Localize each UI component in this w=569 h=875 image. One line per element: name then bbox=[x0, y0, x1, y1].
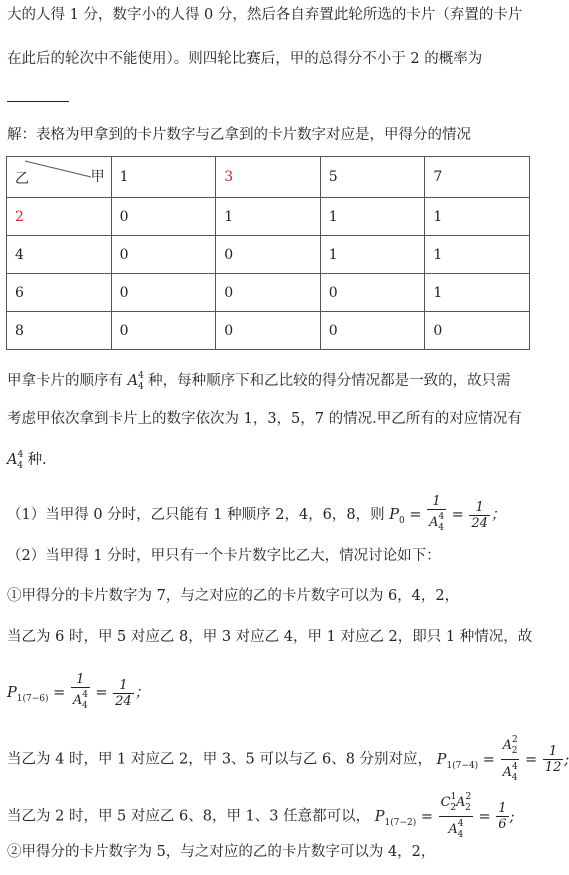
table-cell: 1 bbox=[425, 274, 530, 312]
table-cell: 0 bbox=[111, 312, 216, 350]
table-cell: 1 bbox=[425, 236, 530, 274]
case-1-text: （1）当甲得 0 分时，乙只能有 1 种顺序 2，4，6，8，则 bbox=[7, 507, 385, 523]
para-text: 甲拿卡片的顺序有 bbox=[7, 373, 123, 389]
perm-a44: $A^4_4$ bbox=[7, 450, 24, 471]
table-cell: 0 bbox=[216, 274, 321, 312]
table-row bbox=[7, 198, 530, 236]
table-cell: 1 bbox=[425, 198, 530, 236]
table-cell: 0 bbox=[216, 312, 321, 350]
para-line-1 bbox=[7, 366, 511, 397]
corner-label-jia: 甲 bbox=[90, 169, 105, 185]
formula-p0: $P_0$ = $\frac{1}{A^4_4}$ = $\frac{1}{24}$ ； bbox=[389, 494, 506, 533]
score-table bbox=[6, 156, 530, 350]
formula-p-7-6: $P_{1(7-6)}$ = $\frac{1}{A^4_4}$ = $\frac{1}{24}$ ； bbox=[7, 672, 150, 711]
table-row bbox=[7, 236, 530, 274]
para-text: 种. bbox=[27, 452, 47, 468]
formula-p-7-4: $P_{1(7-4)}$ = $\frac{A^2_2}{A^4_4}$ = $\frac{1}{12}$ ; bbox=[436, 735, 569, 783]
table-cell: 0 bbox=[216, 236, 321, 274]
col-header: 7 bbox=[425, 157, 530, 198]
formula-p-7-2: $P_{1(7-2)}$ = $\frac{C^1_2A^2_2}{A^4_4}$ = $\frac{1}{6}$ ; bbox=[374, 792, 515, 840]
when-2 bbox=[7, 790, 514, 843]
sub-case-2: ②甲得分的卡片数字为 5，与之对应的乙的卡片数字可以为 4，2， bbox=[7, 844, 436, 860]
solution-intro: 解：表格为甲拿到的卡片数字与乙拿到的卡片数字对应是，甲得分的情况 bbox=[7, 127, 471, 143]
perm-a44: $A^4_4$ bbox=[127, 371, 144, 392]
when-4 bbox=[7, 733, 569, 786]
table-cell: 0 bbox=[111, 198, 216, 236]
row-label: 4 bbox=[7, 236, 112, 274]
para-line-3 bbox=[7, 445, 47, 476]
para-line-2: 考虑甲依次拿到卡片上的数字依次为 1，3，5，7 的情况.甲乙所有的对应情况有 bbox=[7, 411, 522, 427]
table-cell: 1 bbox=[216, 198, 321, 236]
para-text: 种，每种顺序下和乙比较的得分情况都是一致的，故只需 bbox=[148, 373, 511, 389]
answer-blank bbox=[7, 101, 69, 102]
when-6: 当乙为 6 时，甲 5 对应乙 8，甲 3 对应乙 4，甲 1 对应乙 2，即只 1 种情况，故 bbox=[7, 629, 533, 645]
col-header-highlight: 3 bbox=[216, 157, 321, 198]
sub-case-1: ①甲得分的卡片数字为 7，与之对应的乙的卡片数字可以为 6，4，2， bbox=[7, 588, 460, 604]
table-row bbox=[7, 274, 530, 312]
case-1 bbox=[7, 494, 505, 536]
intro-line-1: 大的人得 1 分，数字小的人得 0 分，然后各自弃置此轮所选的卡片（弃置的卡片 bbox=[7, 7, 523, 23]
table-cell: 1 bbox=[320, 198, 425, 236]
table-header-row bbox=[7, 157, 530, 198]
table-cell: 0 bbox=[425, 312, 530, 350]
intro-line-2: 在此后的轮次中不能使用）。则四轮比赛后，甲的总得分不小于 2 的概率为 bbox=[7, 51, 483, 67]
row-label: 6 bbox=[7, 274, 112, 312]
col-header: 1 bbox=[111, 157, 216, 198]
table-cell: 0 bbox=[111, 236, 216, 274]
when-2-text: 当乙为 2 时，甲 5 对应乙 6、8，甲 1、3 任意都可以， bbox=[7, 808, 371, 825]
table-cell: 0 bbox=[111, 274, 216, 312]
when-4-text: 当乙为 4 时，甲 1 对应乙 2，甲 3、5 可以与乙 6、8 分别对应， bbox=[7, 751, 433, 768]
col-header: 5 bbox=[320, 157, 425, 198]
table-row bbox=[7, 312, 530, 350]
table-cell: 0 bbox=[320, 312, 425, 350]
corner-label-yi: 乙 bbox=[15, 171, 29, 187]
table-cell: 1 bbox=[320, 236, 425, 274]
corner-cell bbox=[7, 157, 112, 198]
row-label-highlight: 2 bbox=[7, 198, 112, 236]
case-2: （2）当甲得 1 分时，甲只有一个卡片数字比乙大，情况讨论如下： bbox=[7, 548, 441, 564]
row-label: 8 bbox=[7, 312, 112, 350]
table-cell: 0 bbox=[320, 274, 425, 312]
